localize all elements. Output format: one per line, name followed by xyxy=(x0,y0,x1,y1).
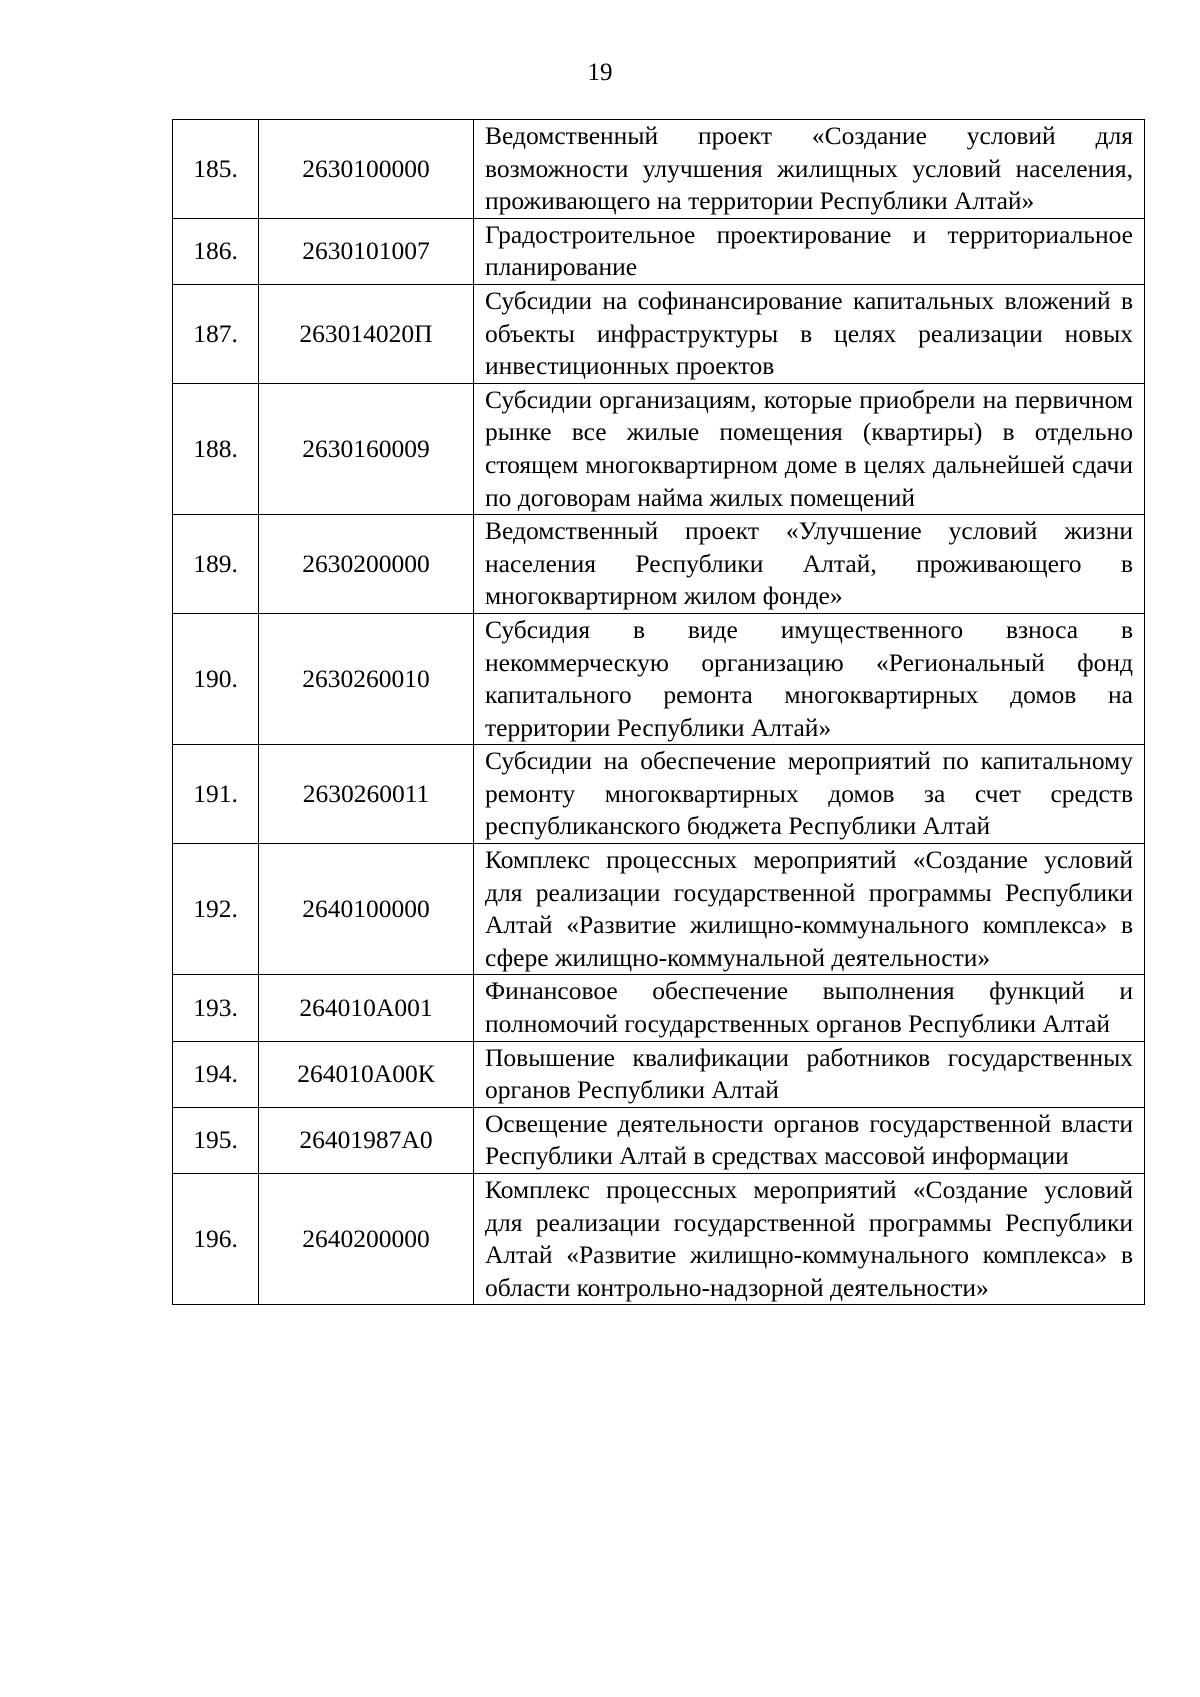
classification-code: 2630260011 xyxy=(259,745,474,844)
page-number: 19 xyxy=(587,59,613,86)
classification-code: 2640200000 xyxy=(259,1174,474,1305)
item-name: Субсидии на обеспечение мероприятий по капитальному ремонту многоквартирных домов за счет средств республиканского бюджета Республики Алтай xyxy=(474,745,1145,844)
classification-code: 264010А00К xyxy=(259,1041,474,1107)
table-row xyxy=(173,218,1145,284)
table-row xyxy=(173,120,1145,219)
row-number: 196. xyxy=(173,1174,259,1305)
item-name: Повышение квалификации работников государственных органов Республики Алтай xyxy=(474,1041,1145,1107)
table-row xyxy=(173,383,1145,514)
classification-code: 2630260010 xyxy=(259,613,474,744)
row-number: 186. xyxy=(173,218,259,284)
item-name: Ведомственный проект «Создание условий для возможности улучшения жилищных условий населения, проживающего на территории Республики Алтай» xyxy=(474,120,1145,219)
classification-code: 2630100000 xyxy=(259,120,474,219)
item-name: Ведомственный проект «Улучшение условий жизни населения Республики Алтай, проживающего в многоквартирном жилом фонде» xyxy=(474,515,1145,614)
item-name: Субсидии на софинансирование капитальных вложений в объекты инфраструктуры в целях реализации новых инвестиционных проектов xyxy=(474,284,1145,383)
row-number: 190. xyxy=(173,613,259,744)
table-row xyxy=(173,975,1145,1041)
table-row xyxy=(173,515,1145,614)
row-number: 189. xyxy=(173,515,259,614)
row-number: 193. xyxy=(173,975,259,1041)
classification-code: 2630101007 xyxy=(259,218,474,284)
row-number: 194. xyxy=(173,1041,259,1107)
item-name: Освещение деятельности органов государственной власти Республики Алтай в средствах массовой информации xyxy=(474,1107,1145,1173)
table-row xyxy=(173,1107,1145,1173)
table-row xyxy=(173,745,1145,844)
classification-code: 2640100000 xyxy=(259,844,474,975)
item-name: Комплекс процессных мероприятий «Создание условий для реализации государственной программы Республики Алтай «Развитие жилищно-коммунального комплекса» в сфере жилищно-коммунальной деятельности» xyxy=(474,844,1145,975)
table-row xyxy=(173,1174,1145,1305)
row-number: 192. xyxy=(173,844,259,975)
table-row xyxy=(173,844,1145,975)
classification-code: 2630200000 xyxy=(259,515,474,614)
budget-codes-table xyxy=(172,119,1145,1305)
row-number: 191. xyxy=(173,745,259,844)
item-name: Субсидии организациям, которые приобрели на первичном рынке все жилые помещения (квартиры) в отдельно стоящем многоквартирном доме в целях дальнейшей сдачи по договорам найма жилых помещений xyxy=(474,383,1145,514)
row-number: 187. xyxy=(173,284,259,383)
row-number: 195. xyxy=(173,1107,259,1173)
item-name: Субсидия в виде имущественного взноса в некоммерческую организацию «Региональный фонд капитального ремонта многоквартирных домов на территории Республики Алтай» xyxy=(474,613,1145,744)
table-row xyxy=(173,284,1145,383)
table-row xyxy=(173,1041,1145,1107)
item-name: Комплекс процессных мероприятий «Создание условий для реализации государственной программы Республики Алтай «Развитие жилищно-коммунального комплекса» в области контрольно-надзорной деятельности» xyxy=(474,1174,1145,1305)
item-name: Градостроительное проектирование и территориальное планирование xyxy=(474,218,1145,284)
classification-code: 263014020П xyxy=(259,284,474,383)
classification-code: 26401987А0 xyxy=(259,1107,474,1173)
table-row xyxy=(173,613,1145,744)
classification-code: 264010А001 xyxy=(259,975,474,1041)
classification-code: 2630160009 xyxy=(259,383,474,514)
item-name: Финансовое обеспечение выполнения функций и полномочий государственных органов Республики Алтай xyxy=(474,975,1145,1041)
row-number: 185. xyxy=(173,120,259,219)
row-number: 188. xyxy=(173,383,259,514)
